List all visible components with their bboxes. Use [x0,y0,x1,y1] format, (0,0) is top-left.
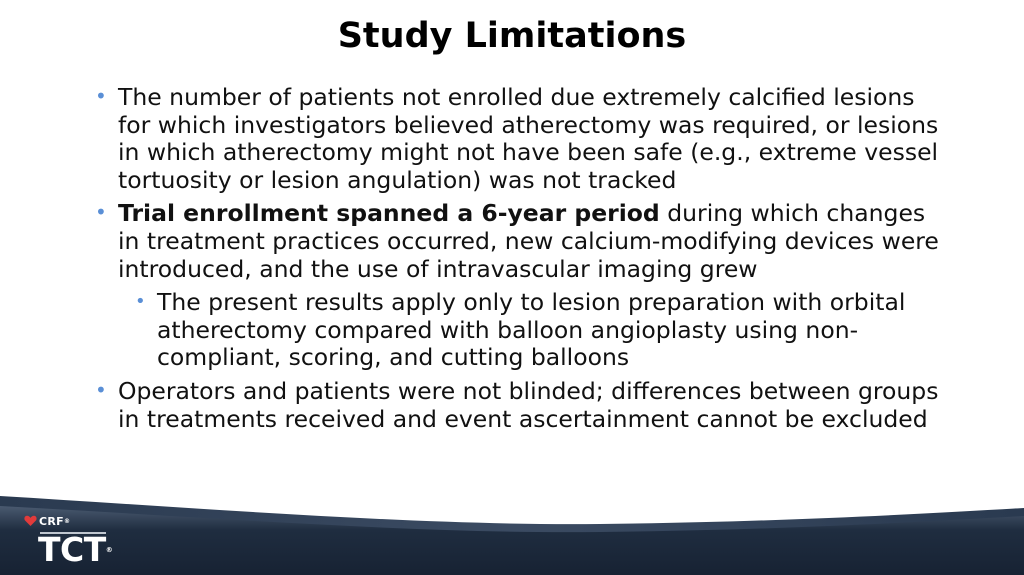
bullet-bold-text: Trial enrollment spanned a 6-year period [118,199,660,228]
crf-text: CRF [39,514,64,528]
tct-registered-mark: ® [105,546,113,554]
bullet-dot-icon: • [135,291,146,313]
bullet-text: Operators and patients were not blinded; differences between groups in treatments received and event ascertainment cannot be excluded [118,376,939,433]
tct-logo [24,514,124,569]
bullet-text: during which changes in treatment practices occurred, new calcium-modifying devices were introduced, and the use of intravascular imaging grew [118,199,939,283]
bullet-dot-icon: • [95,200,107,225]
tct-wordmark [38,531,112,569]
bullet-dot-icon: • [95,84,107,108]
heart-icon [24,515,37,527]
footer-wave-graphic [0,478,1024,575]
bullet-item [92,84,952,194]
bullet-text: The present results apply only to lesion preparation with orbital atherectomy compared with balloon angioplasty using non-compliant, scoring, and cutting balloons [157,288,906,372]
bullet-list [92,84,952,439]
crf-registered-mark: ® [63,517,71,525]
bullet-item [92,378,952,433]
sub-bullet-item [131,289,952,372]
crf-wordmark [24,514,70,528]
tct-text: TCT [38,530,106,569]
footer-band [0,478,1024,575]
bullet-text: The number of patients not enrolled due extremely calcified lesions for which investigators believed atherectomy was required, or lesions in which atherectomy might not have been safe (e.g., extreme vessel tortuosity or lesion angulation) was not tracked [118,83,939,194]
bullet-dot-icon: • [95,377,107,402]
slide-title: Study Limitations [337,16,687,56]
bullet-item [92,200,952,283]
